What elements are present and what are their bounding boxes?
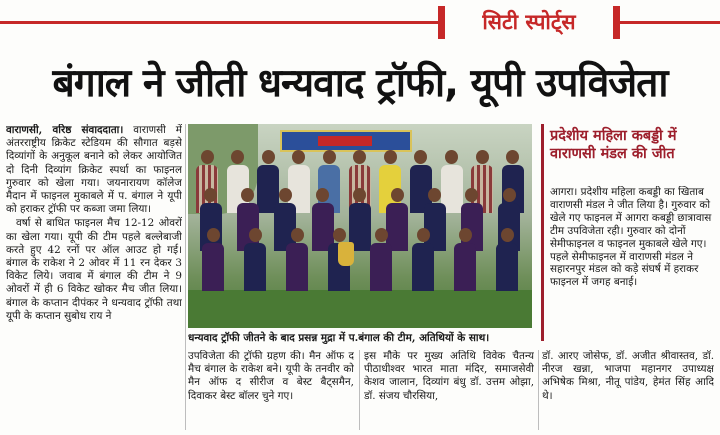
dateline: वाराणसी, वरिष्ठ संवाददाता।: [6, 124, 124, 136]
photo-banner: [280, 130, 412, 152]
trophy-icon: [338, 242, 354, 266]
article-column-1: [6, 124, 182, 430]
column-1-paragraph-2: वर्षा से बाधित फाइनल मैच 12-12 ओवरों का खेला गया। यूपी की टीम पहले बल्लेबाजी करते हुए 42 रनों पर ऑल आउट हो गई। बंगाल के राकेश ने 2 ओवर में 11 रन देकर 3 विकेट लिये। जवाब में बंगाल की टीम ने 9 ओवरों में ही 6 विकेट खोकर मैच जीत लिया। बंगाल के कप्तान दीपंकर ने धन्यवाद ट्रॉफी तथा यूपी के कप्तान सुबोध राय ने: [6, 217, 182, 322]
column-divider: [359, 350, 360, 430]
photo-caption: धन्यवाद ट्रॉफी जीतने के बाद प्रसन्न मुद्रा में प.बंगाल की टीम, अतिथियों के साथ।: [188, 332, 490, 344]
article-column-4: [542, 350, 714, 430]
sidebar-rule: [541, 124, 544, 341]
article-column-2: [188, 350, 354, 430]
column-1-lead: वाराणसी में अंतरराष्ट्रीय क्रिकेट स्टेडियम की सौगात बड़से दिव्यांगों के अनुकूल बनाने को लेकर आयोजित दो दिनी दिव्यांग क्रिकेट स्पर्धा का फाइनल गुरुवार को खेला गया। जयनारायण कॉलेज मैदान में फाइनल मुकाबले में प. बंगाल ने यूपी को हराकर ट्रॉफी पर कब्जा जमा लिया।: [6, 124, 182, 216]
column-divider: [185, 124, 186, 430]
sidebar-title: प्रदेशीय महिला कबड्डी में वाराणसी मंडल की जीत: [550, 128, 677, 162]
photo-front-row: [192, 228, 528, 328]
sidebar-text: आगरा। प्रदेशीय महिला कबड्डी का खिताब वाराणसी मंडल ने जीत लिया है। गुरुवार को खेले गए फाइनल में आगरा कबड्डी छात्रावास टीम उपविजेता रही। गुरुवार को दोनों सेमीफाइनल व फाइनल मुकाबले खेले गए। पहले सेमीफाइनल में वाराणसी मंडल ने सहारनपुर मंडल को कड़े संघर्ष में हराकर फाइनल में जगह बनाई।: [550, 186, 712, 289]
team-photo: [188, 124, 532, 328]
column-2-text: उपविजेता की ट्रॉफी ग्रहण की। मैन ऑफ द मैच बंगाल के राकेश बने। यूपी के तनवीर को मैन ऑफ द सीरीज व बेस्ट बैट्समैन, दिवाकर बेस्ट बॉलर चुने गए।: [188, 350, 354, 402]
column-3-text: इस मौके पर मुख्य अतिथि विवेक चैतन्य पीठाधीश्वर भारत माता मंदिर, समाजसेवी केशव जालान, दिव्यांग बंधु डॉ. उत्तम ओझा, डॉ. संजय चौरसिया,: [364, 350, 534, 402]
section-header: [0, 0, 720, 46]
section-label: सिटी स्पोर्ट्स: [438, 6, 620, 39]
column-divider: [538, 350, 539, 430]
column-4-text: डॉ. आरए जोसेफ, डॉ. अजीत श्रीवास्तव, डॉ. नीरज खन्ना, भाजपा महानगर उपाध्यक्ष अभिषेक मिश्रा, नीतू पांडेय, हेमंत सिंह आदि थे।: [542, 350, 714, 402]
headline: बंगाल ने जीती धन्यवाद ट्रॉफी, यूपी उपविजेता: [52, 61, 668, 106]
article-column-3: [364, 350, 534, 430]
